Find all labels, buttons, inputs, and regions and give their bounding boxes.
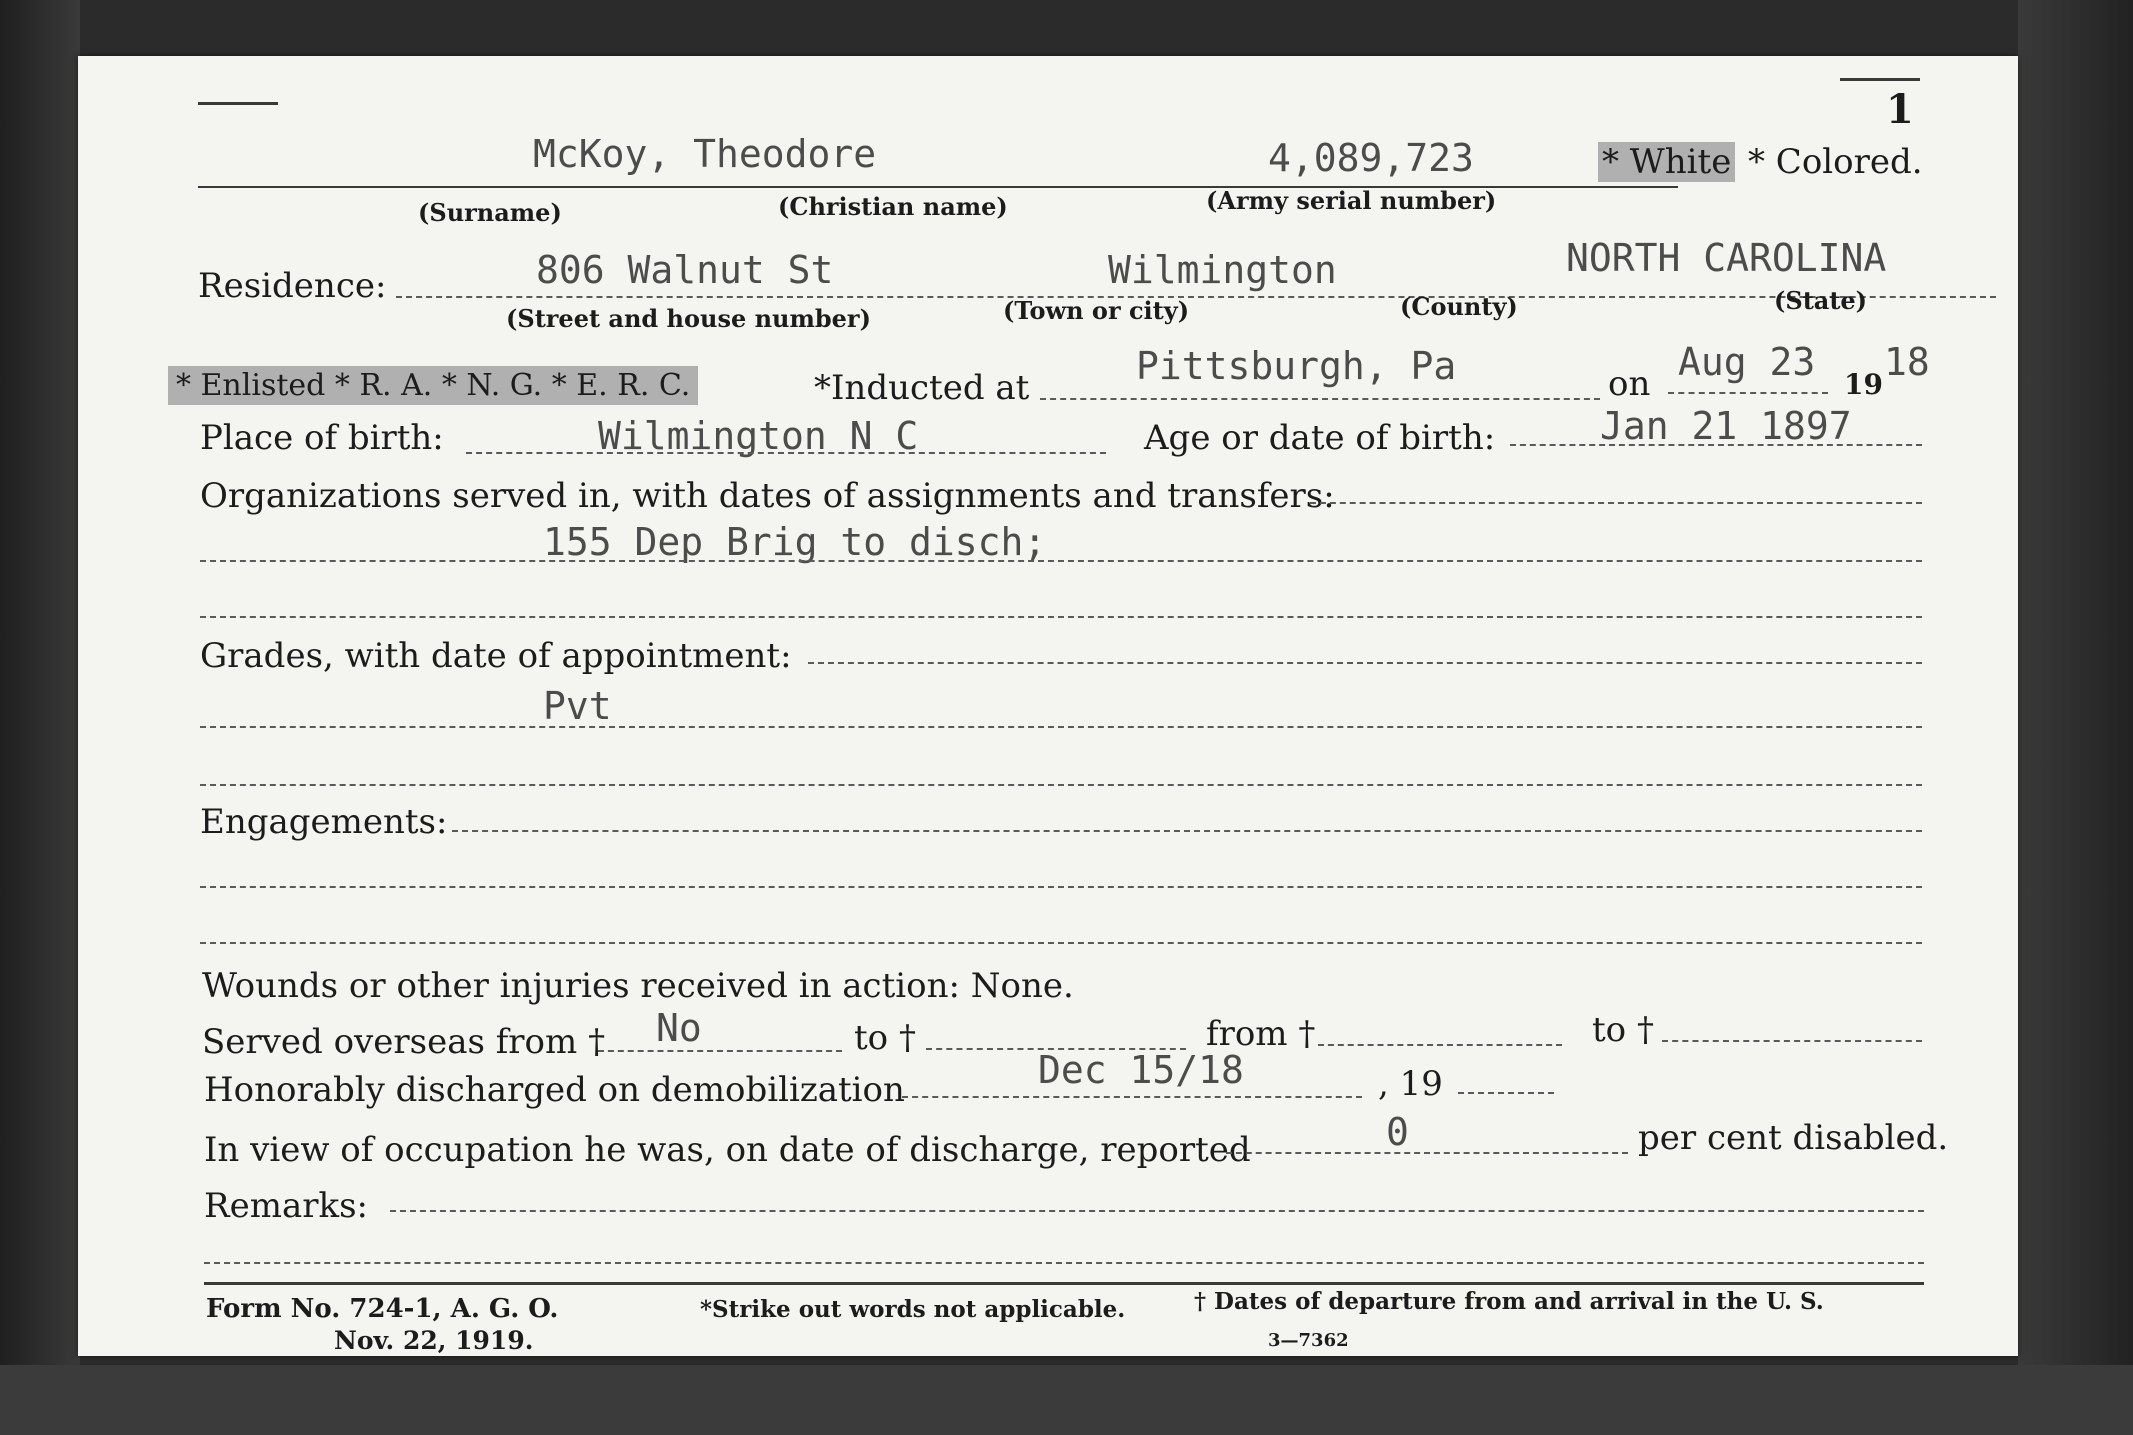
- overseas-from-value: No: [656, 1006, 702, 1050]
- strike-note: *Strike out words not applicable.: [700, 1296, 1126, 1323]
- scan-border-bottom: [0, 1365, 2133, 1435]
- induction-year-prefix: 19: [1844, 368, 1883, 401]
- engagements-line-3: [200, 942, 1922, 944]
- engagements-label: Engagements:: [200, 802, 448, 842]
- disability-suffix: per cent disabled.: [1638, 1118, 1949, 1158]
- disability-label: In view of occupation he was, on date of discharge, reported: [204, 1130, 1251, 1170]
- wounds-label: [202, 966, 1074, 1006]
- engagements-line-2: [200, 886, 1922, 888]
- street-caption: (Street and house number): [506, 304, 871, 333]
- overseas-to2-line: [1662, 1040, 1922, 1042]
- street-value: 806 Walnut St: [536, 248, 834, 292]
- grades-value: Pvt: [543, 684, 612, 728]
- name-value: McKoy, Theodore: [533, 132, 877, 176]
- age-label: Age or date of birth:: [1144, 418, 1496, 458]
- engagements-line-1: [452, 830, 1922, 832]
- remarks-line-2: [204, 1262, 1924, 1264]
- residence-label: Residence:: [198, 266, 387, 306]
- christian-name-caption: (Christian name): [778, 192, 1008, 221]
- remarks-label: Remarks:: [204, 1186, 368, 1226]
- footer-rule: [204, 1282, 1924, 1285]
- on-label: on: [1608, 364, 1651, 404]
- form-number: Form No. 724-1, A. G. O.: [206, 1294, 559, 1324]
- town-value: Wilmington: [1108, 248, 1337, 292]
- discharge-date-value: Dec 15/18: [1038, 1048, 1244, 1092]
- discharge-year-line: [1458, 1092, 1554, 1094]
- place-of-birth-label: Place of birth:: [200, 418, 444, 458]
- enlisted-options: [168, 368, 698, 403]
- town-caption: (Town or city): [1003, 296, 1190, 325]
- induction-year-value: 18: [1884, 340, 1930, 384]
- place-of-birth-value: Wilmington N C: [598, 414, 919, 458]
- disability-line: [1226, 1152, 1628, 1154]
- disability-value: 0: [1386, 1110, 1409, 1154]
- discharge-label: Honorably discharged on demobilization: [204, 1070, 905, 1110]
- organizations-line-3: [200, 616, 1922, 618]
- white-strike-highlight: * White: [1598, 142, 1735, 182]
- print-code: 3—7362: [1268, 1330, 1349, 1351]
- overseas-from-line: [598, 1050, 842, 1052]
- birth-date-line: [1510, 444, 1922, 446]
- top-left-rule: [198, 102, 278, 105]
- state-value: NORTH CAROLINA: [1566, 236, 1887, 280]
- organizations-label: Organizations served in, with dates of assignments and transfers:: [200, 476, 1335, 516]
- card-number: 1: [1886, 86, 1914, 133]
- enlisted-strike-highlight: * Enlisted * R. A. * N. G. * E. R. C.: [168, 366, 698, 405]
- wounds-value: None.: [970, 966, 1074, 1006]
- overseas-from2-label: from †: [1206, 1014, 1316, 1054]
- dates-note: † Dates of departure from and arrival in the U. S.: [1194, 1288, 1824, 1315]
- induction-date-value: Aug 23: [1678, 340, 1816, 384]
- overseas-to2-label: to †: [1592, 1010, 1654, 1050]
- serial-caption: (Army serial number): [1206, 186, 1497, 215]
- overseas-label: Served overseas from †: [202, 1022, 606, 1062]
- inducted-place-value: Pittsburgh, Pa: [1136, 344, 1457, 388]
- organizations-value: 155 Dep Brig to disch;: [543, 520, 1047, 564]
- birth-date-value: Jan 21 1897: [1600, 404, 1852, 448]
- grades-line-1: [808, 662, 1922, 664]
- discharge-date-line: [902, 1096, 1362, 1098]
- scan-border-right: [2018, 0, 2133, 1435]
- residence-line: [396, 296, 1996, 298]
- form-date: Nov. 22, 1919.: [334, 1326, 534, 1355]
- overseas-to-label: to †: [854, 1018, 916, 1058]
- grades-line-3: [200, 784, 1922, 786]
- grades-label: Grades, with date of appointment:: [200, 636, 792, 676]
- county-caption: (County): [1400, 292, 1518, 321]
- organizations-line-1: [1310, 502, 1922, 504]
- surname-caption: (Surname): [418, 198, 562, 227]
- serial-number-value: 4,089,723: [1268, 136, 1474, 180]
- state-caption: (State): [1774, 286, 1868, 315]
- grades-line-2: [200, 726, 1922, 728]
- race-white-option: [1598, 142, 1735, 182]
- wounds-label-text: Wounds or other injuries received in action:: [202, 966, 960, 1006]
- overseas-from2-line: [1318, 1044, 1562, 1046]
- place-of-birth-line: [466, 452, 1106, 454]
- inducted-label: *Inducted at: [814, 368, 1030, 408]
- service-record-card: [78, 56, 2018, 1356]
- race-colored-option: * Colored.: [1748, 142, 1923, 182]
- top-right-rule: [1840, 78, 1920, 81]
- induction-date-line: [1668, 392, 1828, 394]
- scan-border-left: [0, 0, 80, 1435]
- inducted-line: [1040, 398, 1600, 400]
- organizations-line-2: [200, 560, 1922, 562]
- remarks-line-1: [390, 1210, 1924, 1212]
- discharge-year-prefix: , 19: [1378, 1064, 1443, 1104]
